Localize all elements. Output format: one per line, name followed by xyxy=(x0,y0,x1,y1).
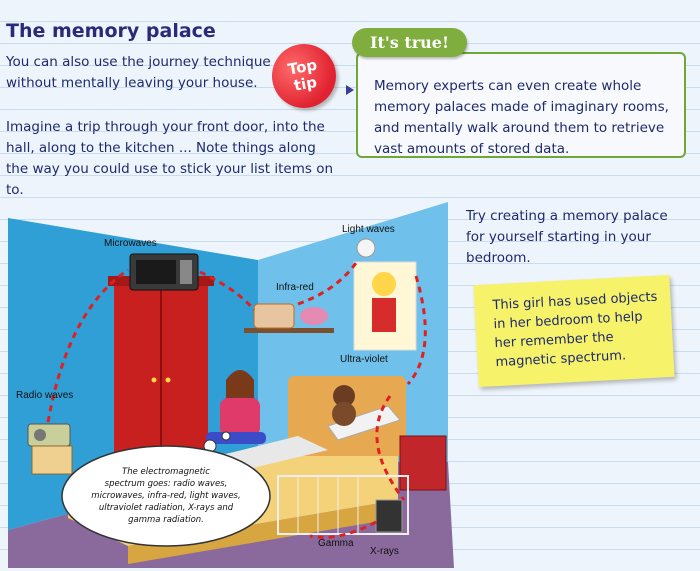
label-radio-waves: Radio waves xyxy=(16,390,74,401)
bedroom-illustration xyxy=(8,200,454,568)
thought-line-4: ultraviolet radiation, X-rays and xyxy=(98,503,234,513)
label-light-waves: Light waves xyxy=(342,224,395,235)
intro-paragraph: You can also use the journey technique without mentally leaving your house. xyxy=(6,54,271,91)
sticky-note xyxy=(473,275,674,387)
top-tip-line2: tip xyxy=(292,73,319,95)
instruction-paragraph: Imagine a trip through your front door, into the hall, along to the kitchen ... Note things along the way you could use to stick your list items on to. xyxy=(6,119,334,198)
its-true-box xyxy=(356,52,686,158)
microwave-icon xyxy=(130,254,198,290)
its-true-label: It's true! xyxy=(352,28,467,57)
label-gamma: Gamma xyxy=(318,538,354,549)
label-infrared: Infra-red xyxy=(276,282,314,293)
thought-line-2: spectrum goes: radio waves, xyxy=(104,479,228,489)
thought-line-1: The electromagnetic xyxy=(122,467,210,477)
page-title: The memory palace xyxy=(6,20,216,42)
top-tip-badge xyxy=(267,39,341,113)
label-ultraviolet: Ultra-violet xyxy=(340,354,388,365)
thought-line-5: gamma radiation. xyxy=(128,515,204,525)
its-true-text: Memory experts can even create whole memory palaces made of imaginary rooms, and mentally walk around them to retrieve vast amounts of stored data. xyxy=(374,78,669,157)
thought-line-3: microwaves, infra-red, light waves, xyxy=(91,491,241,501)
top-tip-line1: Top xyxy=(286,55,319,79)
drawers xyxy=(400,436,446,490)
toaster-shelf xyxy=(244,304,334,333)
try-text: Try creating a memory palace for yourself starting in your bedroom. xyxy=(466,208,668,266)
radio-icon xyxy=(28,424,72,474)
triangle-bullet-icon xyxy=(346,85,354,95)
label-microwaves: Microwaves xyxy=(104,238,157,249)
label-xrays: X-rays xyxy=(370,546,399,557)
sticky-note-text: This girl has used objects in her bedroom to help her remember the magnetic spectrum. xyxy=(492,289,658,371)
